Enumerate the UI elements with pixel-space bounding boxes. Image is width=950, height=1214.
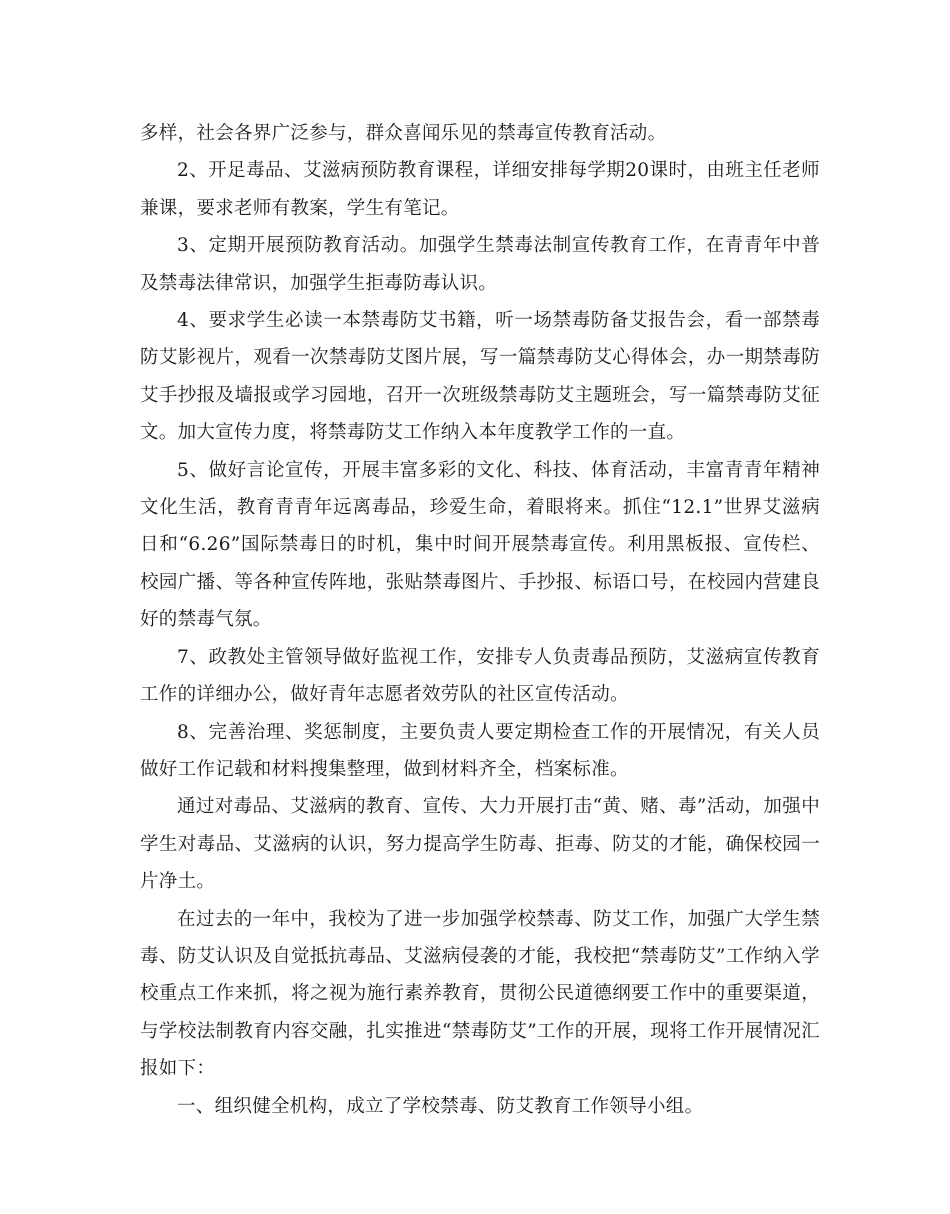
paragraph-item-2: 2、开足毒品、艾滋病预防教育课程，详细安排每学期20课时，由班主任老师兼课，要求老师有教案，学生有笔记。 xyxy=(140,160,820,219)
paragraph-report-intro: 在过去的一年中，我校为了进一步加强学校禁毒、防艾工作，加强广大学生禁毒、防艾认识及自觉抵抗毒品、艾滋病侵袭的才能，我校把“禁毒防艾”工作纳入学校重点工作来抓，将之视为施行素养教育，贯彻公民道德纲要工作中的重要渠道，与学校法制教育内容交融，扎实推进“禁毒防艾”工作的开展，现将工作开展情况汇报如下： xyxy=(140,908,820,1080)
paragraph-item-7: 7、政教处主管领导做好监视工作，安排专人负责毒品预防，艾滋病宣传教育工作的详细办公，做好青年志愿者效劳队的社区宣传活动。 xyxy=(140,646,820,706)
paragraph-section-one: 一、组织健全机构，成立了学校禁毒、防艾教育工作领导小组。 xyxy=(177,1095,704,1117)
paragraph-continuation: 多样，社会各界广泛参与，群众喜闻乐见的禁毒宣传教育活动。 xyxy=(140,123,667,144)
paragraph-item-8: 8、完善治理、奖惩制度，主要负责人要定期检查工作的开展情况，有关人员做好工作记载和材料搜集整理，做到材料齐全，档案标准。 xyxy=(140,721,820,780)
paragraph-summary: 通过对毒品、艾滋病的教育、宣传、大力开展打击“黄、赌、毒”活动，加强中学生对毒品、艾滋病的认识，努力提高学生防毒、拒毒、防艾的才能，确保校园一片净土。 xyxy=(140,796,820,893)
document-body xyxy=(140,115,820,1125)
paragraph-item-4: 4、要求学生必读一本禁毒防艾书籍，听一场禁毒防备艾报告会，看一部禁毒防艾影视片，观看一次禁毒防艾图片展，写一篇禁毒防艾心得体会，办一期禁毒防艾手抄报及墙报或学习园地，召开一次班级禁毒防艾主题班会，写一篇禁毒防艾征文。加大宣传力度，将禁毒防艾工作纳入本年度教学工作的一直。 xyxy=(140,310,820,444)
paragraph-item-3: 3、定期开展预防教育活动。加强学生禁毒法制宣传教育工作，在青青年中普及禁毒法律常识，加强学生拒毒防毒认识。 xyxy=(140,235,820,294)
paragraph-item-5: 5、做好言论宣传，开展丰富多彩的文化、科技、体育活动，丰富青青年精神文化生活，教育青青年远离毒品，珍爱生命，着眼将来。抓住“12.1”世界艾滋病日和“6.26”国际禁毒日的时机，集中时间开展禁毒宣传。利用黑板报、宣传栏、校园广播、等各种宣传阵地，张贴禁毒图片、手抄报、标语口号，在校园内营建良好的禁毒气氛。 xyxy=(140,459,820,631)
